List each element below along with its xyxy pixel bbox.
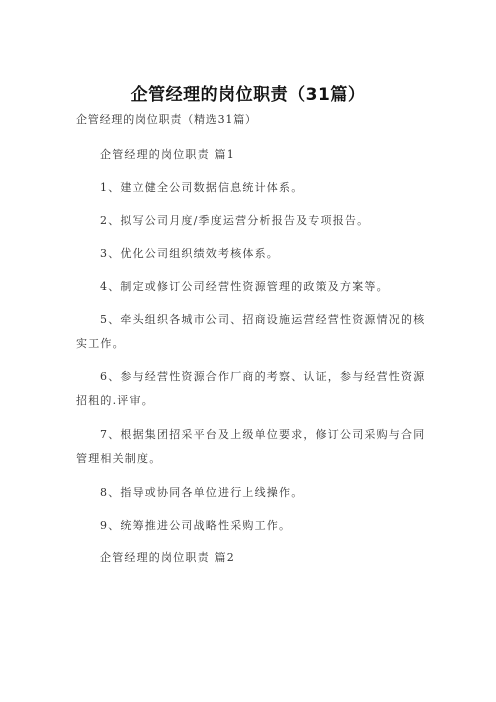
- document-title: 企管经理的岗位职责（31篇）: [130, 85, 366, 105]
- list-item-1: 1、建立健全公司数据信息统计体系。: [100, 181, 304, 194]
- list-item-5: 5、牵头组织各城市公司、招商设施运营经营性资源情况的核实工作。: [76, 313, 426, 350]
- document-subtitle: 企管经理的岗位职责（精选31篇）: [76, 113, 257, 126]
- list-item-6: 6、参与经营性资源合作厂商的考察、认证，参与经营性资源招租的.评审。: [76, 370, 426, 407]
- list-item-2: 2、拟写公司月度/季度运营分析报告及专项报告。: [100, 214, 370, 227]
- list-item-8: 8、指导或协同各单位进行上线操作。: [100, 486, 304, 499]
- list-item-7: 7、根据集团招采平台及上级单位要求，修订公司采购与合同管理相关制度。: [76, 428, 426, 465]
- section-heading-2: 企管经理的岗位职责 篇2: [100, 551, 235, 564]
- list-item-9: 9、统筹推进公司战略性采购工作。: [100, 519, 292, 532]
- section-heading-1: 企管经理的岗位职责 篇1: [100, 148, 235, 161]
- list-item-3: 3、优化公司组织绩效考核体系。: [100, 247, 279, 260]
- list-item-4: 4、制定或修订公司经营性资源管理的政策及方案等。: [100, 280, 389, 293]
